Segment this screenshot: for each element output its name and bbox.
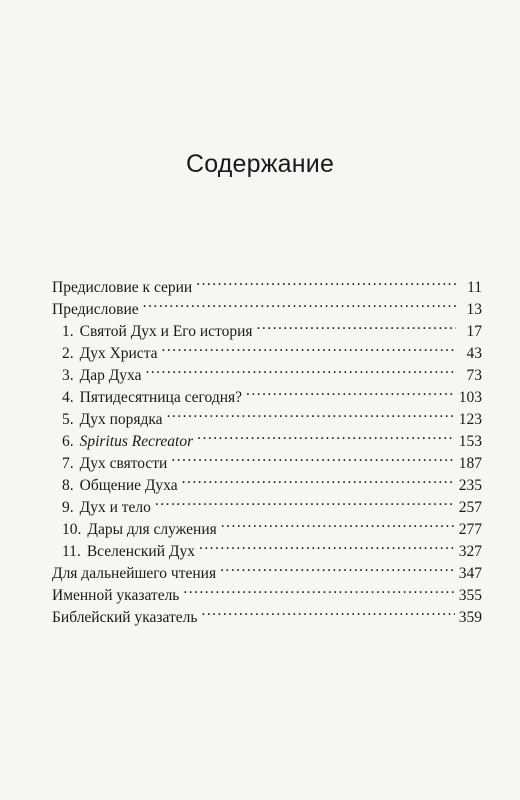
dot-leader <box>171 446 454 468</box>
toc-entry-page-number: 103 <box>458 389 482 406</box>
dot-leader <box>246 380 455 402</box>
dot-leader <box>199 534 455 556</box>
toc-entry-label: Дар Духа <box>79 367 142 384</box>
toc-entry-number: 8. <box>62 477 74 494</box>
dot-leader <box>167 402 455 424</box>
dot-leader <box>220 556 455 578</box>
dot-leader <box>257 314 456 336</box>
dot-leader <box>145 358 456 380</box>
toc-entry-page-number: 359 <box>458 609 482 626</box>
toc-entry-label: Дух порядка <box>79 411 163 428</box>
toc-entry-label: Дух святости <box>79 455 168 472</box>
dot-leader <box>196 270 456 292</box>
dot-leader <box>197 424 455 446</box>
toc-entry-page-number: 13 <box>466 301 482 318</box>
toc-entry-label: Дары для служения <box>87 521 217 538</box>
toc-entry-number: 7. <box>62 455 74 472</box>
toc-entry-label: Предисловие <box>52 301 139 318</box>
page-title: Содержание <box>185 150 335 178</box>
toc-entry-label: Вселенский Дух <box>86 543 195 560</box>
toc-entry-page-number: 347 <box>458 565 482 582</box>
dot-leader <box>143 292 456 314</box>
toc-entry-label: Библейский указатель <box>52 609 198 626</box>
toc-entry-number: 10. <box>62 521 82 538</box>
toc-entry-number: 4. <box>62 389 74 406</box>
toc-entry-label: Пятидесятница сегодня? <box>79 389 243 406</box>
toc-entry-page-number: 187 <box>458 455 482 472</box>
toc-entry-label: Общение Духа <box>79 477 178 494</box>
toc-entry-page-number: 277 <box>458 521 482 538</box>
table-of-contents <box>52 270 482 626</box>
toc-entry-label: Именной указатель <box>52 587 180 604</box>
dot-leader <box>221 512 455 534</box>
dot-leader <box>183 578 454 600</box>
toc-entry-label: Дух и тело <box>79 499 151 516</box>
toc-entry-label: Spiritus Recreator <box>79 433 194 450</box>
toc-entry-number: 9. <box>62 499 74 516</box>
dot-leader <box>201 600 454 622</box>
dot-leader <box>155 490 455 512</box>
toc-entry-number: 3. <box>62 367 74 384</box>
toc-entry-label: Для дальнейшего чтения <box>52 565 217 582</box>
dot-leader <box>162 336 456 358</box>
toc-entry-page-number: 327 <box>458 543 482 560</box>
toc-entry-page-number: 257 <box>458 499 482 516</box>
toc-entry-number: 1. <box>62 323 74 340</box>
toc-entry-number: 11. <box>62 543 81 560</box>
toc-entry-page-number: 11 <box>467 279 482 296</box>
toc-entry-page-number: 43 <box>466 345 482 362</box>
toc-entry <box>52 270 482 296</box>
toc-entry-number: 5. <box>62 411 74 428</box>
toc-entry-label: Предисловие к серии <box>52 279 193 296</box>
toc-entry-page-number: 235 <box>458 477 482 494</box>
dot-leader <box>182 468 455 490</box>
toc-entry-page-number: 123 <box>458 411 482 428</box>
toc-entry-page-number: 153 <box>458 433 482 450</box>
toc-entry-label: Дух Христа <box>79 345 158 362</box>
toc-entry-number: 2. <box>62 345 74 362</box>
toc-entry-page-number: 17 <box>466 323 482 340</box>
toc-entry-page-number: 73 <box>466 367 482 384</box>
toc-entry-page-number: 355 <box>458 587 482 604</box>
toc-entry-label: Святой Дух и Его история <box>79 323 253 340</box>
toc-entry-number: 6. <box>62 433 74 450</box>
